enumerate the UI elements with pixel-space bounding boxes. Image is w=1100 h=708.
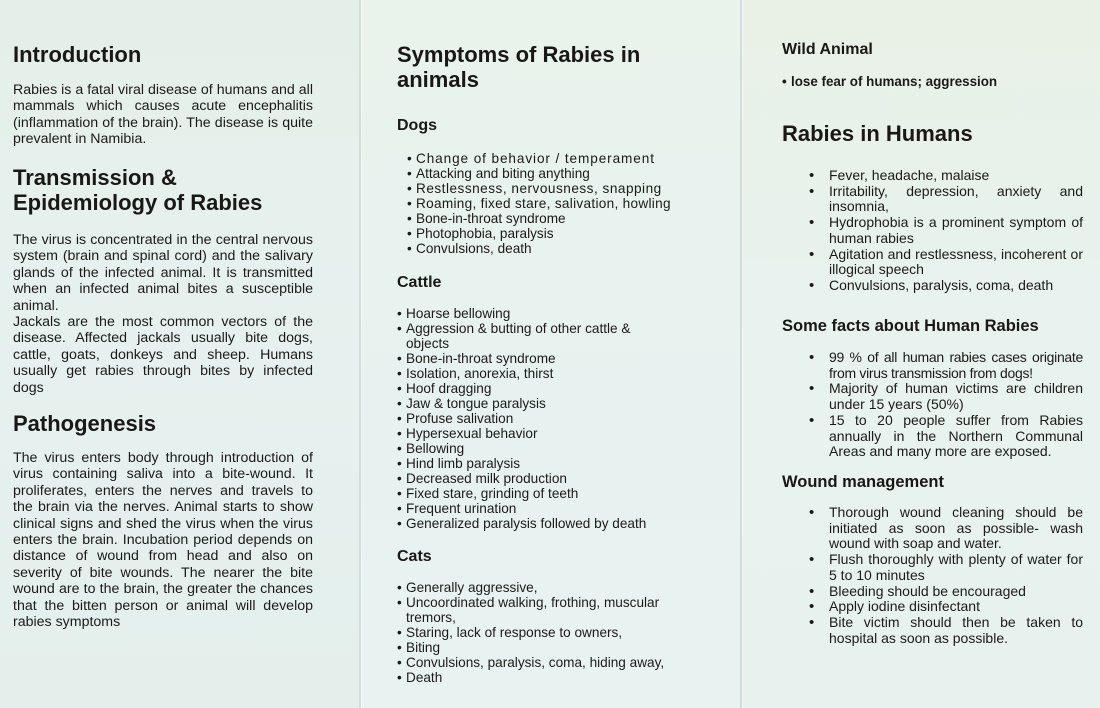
wound-management-heading: Wound management <box>782 473 944 491</box>
introduction-text: Rabies is a fatal viral disease of humans and all mammals which causes acute encephalitis (inflammation of the brain). The disease is quite prevalent in Namibia. <box>13 82 313 148</box>
symptoms-animals-heading: Symptoms of Rabies in animals <box>397 42 641 92</box>
list-item: • Bone-in-throat syndrome <box>407 211 717 226</box>
list-item: • 99 % of all human rabies cases originate from virus transmission from dogs! <box>805 350 1083 381</box>
list-item: • Roaming, fixed stare, salivation, howling <box>407 196 717 211</box>
introduction-heading: Introduction <box>13 42 142 67</box>
list-item: • Hypersexual behavior <box>397 426 717 441</box>
panel-left <box>0 0 360 708</box>
fold-line-right <box>740 0 742 708</box>
list-item: • Profuse salivation <box>397 411 717 426</box>
list-item: • Restlessness, nervousness, snapping <box>407 181 717 196</box>
wound-management-list <box>805 505 1083 646</box>
list-item: • Staring, lack of response to owners, <box>397 625 717 640</box>
list-item: • Thorough wound cleaning should be initiated as soon as possible- wash wound with soap and water. <box>805 505 1083 552</box>
list-item: • Biting <box>397 640 717 655</box>
list-item: • Decreased milk production <box>397 471 717 486</box>
rabies-in-humans-heading: Rabies in Humans <box>782 121 973 146</box>
list-item: • Hoarse bellowing <box>397 306 717 321</box>
list-item: • Change of behavior / temperament <box>407 151 717 166</box>
cattle-symptom-list <box>397 306 717 531</box>
list-item: • Generalized paralysis followed by death <box>397 516 717 531</box>
list-item: • Bellowing <box>397 441 717 456</box>
dogs-heading: Dogs <box>397 117 437 134</box>
list-item: • Attacking and biting anything <box>407 166 717 181</box>
list-item: • 15 to 20 people suffer from Rabies annually in the Northern Communal Areas and many more are exposed. <box>805 413 1083 460</box>
list-item: • Hind limb paralysis <box>397 456 717 471</box>
list-item: • Convulsions, paralysis, coma, death <box>805 278 1083 294</box>
wild-animal-list <box>782 74 1082 89</box>
panel-middle <box>361 0 741 708</box>
list-item: • Fever, headache, malaise <box>805 168 1083 184</box>
list-item: • Apply iodine disinfectant <box>805 599 1083 615</box>
fold-line-left <box>359 0 361 708</box>
list-item: • Photophobia, paralysis <box>407 226 717 241</box>
list-item: • Fixed stare, grinding of teeth <box>397 486 717 501</box>
list-item: • Aggression & butting of other cattle & objects <box>397 321 661 351</box>
list-item: • Hydrophobia is a prominent symptom of human rabies <box>805 215 1083 246</box>
dogs-symptom-list <box>407 151 717 256</box>
list-item: • Uncoordinated walking, frothing, muscular tremors, <box>397 595 696 625</box>
transmission-body <box>13 232 313 396</box>
list-item: • Hoof dragging <box>397 381 717 396</box>
transmission-text-2: Jackals are the most common vectors of the disease. Affected jackals usually bite dogs, cattle, goats, donkeys and sheep. Humans usually get rabies through bites by infected dogs <box>13 314 313 396</box>
list-item: • Jaw & tongue paralysis <box>397 396 717 411</box>
list-item: • Agitation and restlessness, incoherent or illogical speech <box>805 247 1083 278</box>
list-item: • Flush thoroughly with plenty of water for 5 to 10 minutes <box>805 552 1083 583</box>
list-item: • Majority of human victims are children under 15 years (50%) <box>805 381 1083 412</box>
list-item: • Bleeding should be encouraged <box>805 584 1083 600</box>
list-item: • Convulsions, paralysis, coma, hiding away, <box>397 655 717 670</box>
list-item: • Generally aggressive, <box>397 580 717 595</box>
list-item: • Frequent urination <box>397 501 717 516</box>
list-item: • Convulsions, death <box>407 241 717 256</box>
panel-right <box>742 0 1100 708</box>
facts-list <box>805 350 1083 460</box>
human-symptom-list <box>805 168 1083 294</box>
pathogenesis-heading: Pathogenesis <box>13 411 157 436</box>
list-item: • Bite victim should then be taken to hospital as soon as possible. <box>805 615 1083 646</box>
list-item: • Isolation, anorexia, thirst <box>397 366 717 381</box>
cattle-heading: Cattle <box>397 274 442 291</box>
list-item: • lose fear of humans; aggression <box>782 74 1082 89</box>
list-item: • Bone-in-throat syndrome <box>397 351 717 366</box>
transmission-heading: Transmission & Epidemiology of Rabies <box>13 165 263 215</box>
pathogenesis-text: The virus enters body through introduction of virus containing saliva into a bite-wound. It proliferates, enters the nerves and travels to the brain via the nerves. Animal starts to show clinical signs and shed the virus when the virus enters the brain. Incubation period depends on distance of wound from head and also on severity of bite wounds. The nearer the bite wound are to the brain, the greater the chances that the bitten person or animal will develop rabies symptoms <box>13 450 313 631</box>
transmission-text-1: The virus is concentrated in the central nervous system (brain and spinal cord) and the salivary glands of the infected animal. It is transmitted when an infected animal bites a susceptible animal. <box>13 232 313 314</box>
list-item: • Irritability, depression, anxiety and insomnia, <box>805 184 1083 215</box>
wild-animal-heading: Wild Animal <box>782 41 873 58</box>
list-item: • Death <box>397 670 717 685</box>
cats-symptom-list <box>397 580 717 685</box>
facts-heading: Some facts about Human Rabies <box>782 317 1039 335</box>
cats-heading: Cats <box>397 548 432 565</box>
